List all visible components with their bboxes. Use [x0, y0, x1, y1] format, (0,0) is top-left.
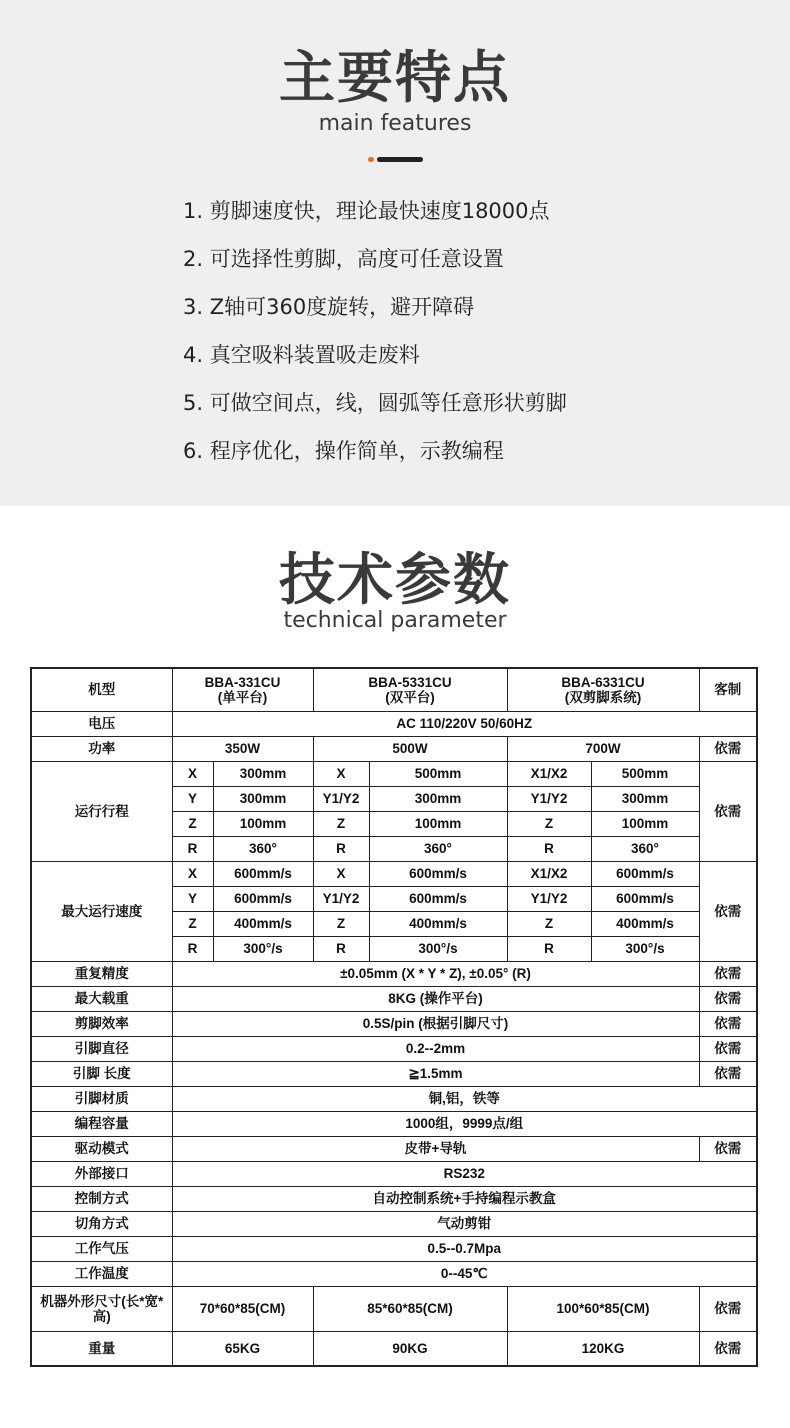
spec-row: [31, 961, 757, 986]
row-value: 90KG: [313, 1331, 507, 1366]
spec-row: [31, 1136, 757, 1161]
spec-row-power: [31, 736, 757, 761]
row-note: 依需: [699, 1036, 757, 1061]
spec-row: [31, 1261, 757, 1286]
row-value: 0.5S/pin (根据引脚尺寸): [172, 1011, 699, 1036]
tech-subtitle: technical parameter: [283, 608, 507, 633]
axis-cell: R: [172, 936, 213, 961]
main-features-section: [0, 0, 790, 506]
axis-cell: X: [172, 761, 213, 786]
row-value: 120KG: [507, 1331, 699, 1366]
axis-value: 600mm/s: [591, 886, 699, 911]
spec-row-dimensions: [31, 1286, 757, 1331]
spec-row: [31, 1186, 757, 1211]
features-title: 主要特点: [279, 46, 511, 111]
axis-value: 360°: [213, 836, 313, 861]
feature-item: 5. 可做空间点，线，圆弧等任意形状剪脚: [183, 391, 567, 415]
spec-row: [31, 1161, 757, 1186]
row-value: 350W: [172, 736, 313, 761]
spec-row: [31, 1086, 757, 1111]
spec-row: [31, 1061, 757, 1086]
row-value: 500W: [313, 736, 507, 761]
row-label: 控制方式: [31, 1186, 172, 1211]
spec-table: [30, 667, 758, 1367]
spec-row: [31, 986, 757, 1011]
axis-value: 300°/s: [213, 936, 313, 961]
axis-cell: R: [507, 836, 591, 861]
feature-list: [183, 193, 567, 481]
row-note: 依需: [699, 761, 757, 861]
axis-cell: Z: [313, 811, 369, 836]
axis-value: 360°: [369, 836, 507, 861]
row-value: 自动控制系统+手持编程示教盒: [172, 1186, 757, 1211]
axis-cell: X: [313, 761, 369, 786]
axis-cell: X: [172, 861, 213, 886]
axis-value: 300mm: [213, 761, 313, 786]
row-value: 700W: [507, 736, 699, 761]
row-note: 依需: [699, 1286, 757, 1331]
axis-cell: Z: [172, 811, 213, 836]
divider-accent-dot: [368, 157, 374, 162]
axis-value: 300°/s: [591, 936, 699, 961]
row-value: AC 110/220V 50/60HZ: [172, 711, 757, 736]
row-value: 85*60*85(CM): [313, 1286, 507, 1331]
axis-value: 500mm: [369, 761, 507, 786]
row-label: 运行行程: [31, 761, 172, 861]
axis-cell: X: [313, 861, 369, 886]
row-note: 依需: [699, 1331, 757, 1366]
row-label: 机器外形尺寸(长*宽*高): [31, 1286, 172, 1331]
row-label: 引脚直径: [31, 1036, 172, 1061]
axis-cell: Z: [507, 911, 591, 936]
row-label: 编程容量: [31, 1111, 172, 1136]
row-label: 最大运行速度: [31, 861, 172, 961]
axis-value: 600mm/s: [213, 886, 313, 911]
model-cell: [313, 668, 507, 711]
axis-value: 500mm: [591, 761, 699, 786]
row-label: 工作温度: [31, 1261, 172, 1286]
axis-cell: Z: [313, 911, 369, 936]
axis-value: 300mm: [369, 786, 507, 811]
row-label: 重复精度: [31, 961, 172, 986]
spec-row: [31, 1011, 757, 1036]
divider-bar: [377, 157, 423, 162]
spec-row-model: [31, 668, 757, 711]
feature-item: 6. 程序优化，操作简单，示教编程: [183, 439, 504, 463]
model-sub: (单平台): [217, 689, 268, 705]
axis-cell: X1/X2: [507, 761, 591, 786]
row-note: 依需: [699, 1136, 757, 1161]
axis-cell: R: [172, 836, 213, 861]
row-value: 70*60*85(CM): [172, 1286, 313, 1331]
axis-value: 400mm/s: [591, 911, 699, 936]
axis-cell: Y1/Y2: [507, 886, 591, 911]
row-note: 依需: [699, 736, 757, 761]
axis-value: 100mm: [213, 811, 313, 836]
row-label: 电压: [31, 711, 172, 736]
axis-cell: Y: [172, 886, 213, 911]
feature-item: 1. 剪脚速度快，理论最快速度18000点: [183, 199, 550, 223]
axis-cell: X1/X2: [507, 861, 591, 886]
row-note: 依需: [699, 1011, 757, 1036]
feature-item: 2. 可选择性剪脚，高度可任意设置: [183, 247, 504, 271]
row-label: 外部接口: [31, 1161, 172, 1186]
row-value: ≧1.5mm: [172, 1061, 699, 1086]
row-label: 剪脚效率: [31, 1011, 172, 1036]
row-label: 机型: [31, 668, 172, 711]
row-note: 依需: [699, 861, 757, 961]
row-value: 气动剪钳: [172, 1211, 757, 1236]
spec-row: [31, 1111, 757, 1136]
row-note: 依需: [699, 1061, 757, 1086]
row-value: 皮带+导轨: [172, 1136, 699, 1161]
row-label: 重量: [31, 1331, 172, 1366]
axis-cell: Y1/Y2: [313, 886, 369, 911]
axis-value: 600mm/s: [369, 886, 507, 911]
axis-value: 100mm: [591, 811, 699, 836]
row-value: 100*60*85(CM): [507, 1286, 699, 1331]
row-value: 0--45℃: [172, 1261, 757, 1286]
axis-cell: Z: [172, 911, 213, 936]
axis-value: 300mm: [213, 786, 313, 811]
axis-value: 300°/s: [369, 936, 507, 961]
feature-item: 4. 真空吸料装置吸走废料: [183, 343, 420, 367]
row-label: 功率: [31, 736, 172, 761]
row-label: 最大载重: [31, 986, 172, 1011]
axis-value: 600mm/s: [591, 861, 699, 886]
technical-parameter-section: [0, 506, 790, 1428]
model-name: BBA-331CU: [204, 674, 281, 690]
row-value: 铜,铝，铁等: [172, 1086, 757, 1111]
row-value: ±0.05mm (X * Y * Z), ±0.05° (R): [172, 961, 699, 986]
tech-title: 技术参数: [279, 548, 511, 613]
spec-row-speed: [31, 861, 757, 886]
spec-row: [31, 1236, 757, 1261]
axis-cell: Z: [507, 811, 591, 836]
row-value: 1000组，9999点/组: [172, 1111, 757, 1136]
row-label: 引脚 长度: [31, 1061, 172, 1086]
axis-cell: Y1/Y2: [313, 786, 369, 811]
row-label: 工作气压: [31, 1236, 172, 1261]
model-name: BBA-5331CU: [368, 674, 452, 690]
spec-row: [31, 1036, 757, 1061]
title-divider: [368, 157, 424, 162]
features-subtitle: main features: [318, 111, 472, 136]
axis-value: 100mm: [369, 811, 507, 836]
axis-value: 400mm/s: [213, 911, 313, 936]
model-cell: [172, 668, 313, 711]
row-value: 0.2--2mm: [172, 1036, 699, 1061]
row-value: 8KG (操作平台): [172, 986, 699, 1011]
row-value: 65KG: [172, 1331, 313, 1366]
feature-item: 3. Z轴可360度旋转，避开障碍: [183, 295, 475, 319]
axis-cell: R: [313, 836, 369, 861]
model-sub: (双平台): [385, 689, 435, 705]
axis-value: 360°: [591, 836, 699, 861]
row-note: 依需: [699, 986, 757, 1011]
axis-value: 300mm: [591, 786, 699, 811]
row-value: RS232: [172, 1161, 757, 1186]
row-label: 引脚材质: [31, 1086, 172, 1111]
custom-header: 客制: [699, 668, 757, 711]
model-name: BBA-6331CU: [561, 674, 645, 690]
axis-value: 600mm/s: [369, 861, 507, 886]
row-label: 切角方式: [31, 1211, 172, 1236]
spec-row-travel: [31, 761, 757, 786]
spec-row-weight: [31, 1331, 757, 1366]
row-note: 依需: [699, 961, 757, 986]
axis-value: 400mm/s: [369, 911, 507, 936]
model-sub: (双剪脚系统): [564, 689, 642, 705]
axis-cell: Y1/Y2: [507, 786, 591, 811]
axis-cell: R: [507, 936, 591, 961]
axis-cell: R: [313, 936, 369, 961]
axis-value: 600mm/s: [213, 861, 313, 886]
spec-row-voltage: [31, 711, 757, 736]
spec-row: [31, 1211, 757, 1236]
row-value: 0.5--0.7Mpa: [172, 1236, 757, 1261]
axis-cell: Y: [172, 786, 213, 811]
row-label: 驱动模式: [31, 1136, 172, 1161]
model-cell: [507, 668, 699, 711]
